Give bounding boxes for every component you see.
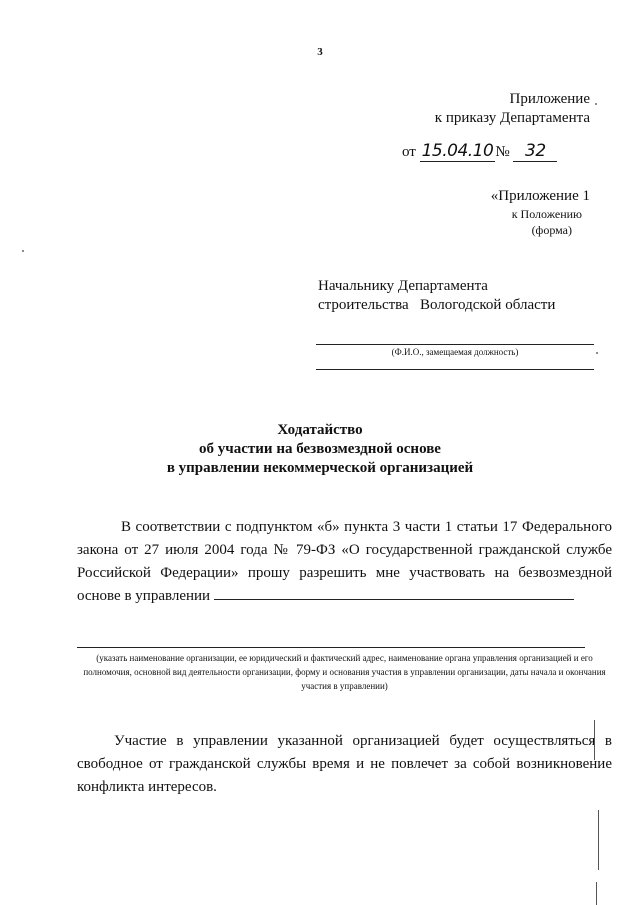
document-title (0, 421, 640, 478)
addressee-line-1: Начальнику Департамента (318, 278, 488, 294)
number-sign: № (495, 144, 510, 160)
title-line-1: Ходатайство (277, 422, 363, 438)
title-line-3: в управлении некоммерческой организацией (166, 460, 474, 476)
scan-edge-mark (596, 882, 597, 905)
scan-speck (595, 103, 597, 105)
request-paragraph (77, 516, 612, 608)
organization-instruction-note: (указать наименование организации, ее юридический и фактический адрес, наименование органа управления организацией и его полномочия, основной вид деятельности организации, форму и основания участия в управлении организации, даты начала и окончания участия в управлении) (83, 653, 606, 691)
date-prefix: от (402, 144, 416, 160)
page-number: 3 (317, 46, 323, 58)
fio-underline (316, 344, 594, 345)
addressee-line-2: строительства Вологодской области (318, 297, 556, 313)
addressee-block (318, 277, 555, 315)
order-number-handwritten: 32 (513, 141, 557, 162)
appendix-title: Приложение (509, 91, 590, 107)
form-appendix-ref: к Положению (511, 207, 582, 221)
scan-speck (22, 250, 24, 252)
order-date-line (402, 141, 557, 162)
scan-edge-mark (598, 810, 599, 870)
scan-edge-mark (594, 720, 595, 760)
organization-blank-line (214, 585, 574, 600)
scan-speck (596, 352, 598, 354)
form-appendix-title: «Приложение 1 (490, 188, 590, 204)
organization-underline (77, 647, 585, 648)
conflict-paragraph: Участие в управлении указанной организацией будет осуществляться в свободное от гражданской службы время и не повлечет за собой возникновение конфликта интересов. (77, 733, 612, 795)
request-text: В соответствии с подпунктом «б» пункта 3 части 1 статьи 17 Федерального закона от 27 июля 2004 года № 79-ФЗ «О государственной гражданской службе Российской Федерации» прошу разрешить мне участвовать на безвозмездной основе в управлении (77, 519, 612, 604)
form-label: (форма) (531, 223, 572, 237)
appendix-order-ref: к приказу Департамента (434, 110, 590, 126)
title-line-2: об участии на безвозмездной основе (199, 441, 441, 457)
order-date-handwritten: 15.04.10 (421, 141, 494, 161)
order-appendix-header (435, 90, 590, 128)
form-appendix-block (491, 187, 590, 238)
position-underline (316, 369, 594, 370)
fio-caption: (Ф.И.О., замещаемая должность) (391, 347, 519, 357)
